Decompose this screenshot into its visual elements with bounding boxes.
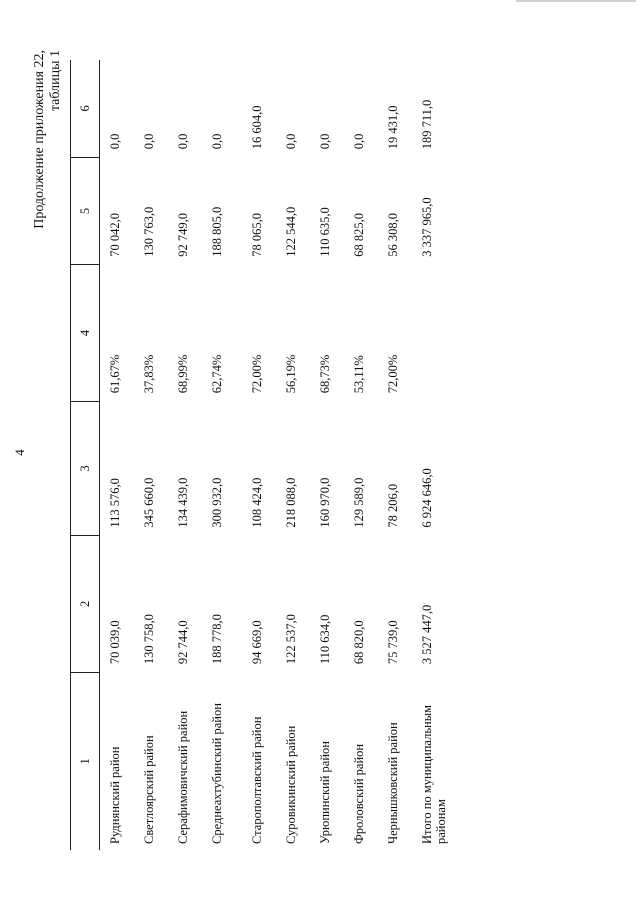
row-value-cell: 92 744,0 <box>175 620 190 665</box>
row-value-cell: 94 669,0 <box>249 620 264 665</box>
row-value-cell: 0,0 <box>141 133 156 150</box>
row-name-cell: Старополтавский район <box>249 716 264 844</box>
row-name-cell: Серафимовичский район <box>175 710 190 844</box>
table-row <box>242 60 276 850</box>
row-value-cell: 68 820,0 <box>351 620 366 665</box>
table-row <box>100 60 134 850</box>
caption-line-1: Продолжение приложения 22, <box>32 50 47 229</box>
row-value-cell: 134 439,0 <box>175 477 190 528</box>
table-row <box>412 60 474 850</box>
row-value-cell: 130 758,0 <box>141 614 156 665</box>
row-value-cell: 16 604,0 <box>249 105 264 150</box>
header-col-2: 2 <box>71 536 100 672</box>
table-row <box>344 60 378 850</box>
row-name-cell: Светлоярский район <box>141 735 156 844</box>
row-name-cell: Среднеахтубинский район <box>209 703 224 844</box>
row-value-cell: 110 635,0 <box>317 207 332 257</box>
row-name-cell: Урюпинский район <box>317 741 332 844</box>
row-value-cell: 70 042,0 <box>108 213 122 257</box>
row-value-cell: 218 088,0 <box>283 477 298 528</box>
row-value-cell: 0,0 <box>317 133 332 150</box>
row-value-cell: 0,0 <box>108 133 122 150</box>
row-value-cell: 70 039,0 <box>108 620 122 665</box>
row-value-cell: 110 634,0 <box>317 614 332 665</box>
row-value-cell: 160 970,0 <box>317 477 332 528</box>
row-value-cell: 72,00% <box>249 354 264 394</box>
row-value-cell: 6 924 646,0 <box>419 468 434 528</box>
row-value-cell: 68 825,0 <box>351 213 366 257</box>
row-value-cell: 0,0 <box>175 133 190 150</box>
table-row <box>168 60 202 850</box>
row-value-cell: 68,99% <box>175 354 190 394</box>
row-value-cell: 78 065,0 <box>249 213 264 257</box>
row-value-cell: 68,73% <box>317 354 332 394</box>
table-caption <box>32 50 64 229</box>
row-value-cell: 345 660,0 <box>141 477 156 528</box>
data-table <box>70 60 474 850</box>
row-value-cell: 130 763,0 <box>141 206 156 257</box>
table-row <box>310 60 344 850</box>
row-value-cell: 92 749,0 <box>175 213 190 257</box>
row-value-cell: 62,74% <box>209 354 224 394</box>
page-number: 4 <box>12 449 27 456</box>
row-value-cell: 0,0 <box>283 133 298 150</box>
table-row <box>134 60 168 850</box>
row-value-cell: 78 206,0 <box>385 483 400 528</box>
table-row <box>202 60 242 850</box>
table-body <box>100 60 474 850</box>
row-value-cell: 56 308,0 <box>385 213 400 257</box>
row-value-cell: 53,11% <box>351 355 366 394</box>
header-col-4: 4 <box>71 265 100 401</box>
row-value-cell: 129 589,0 <box>351 477 366 528</box>
row-name-cell: Фроловский район <box>351 743 366 844</box>
row-value-cell: 56,19% <box>283 354 298 394</box>
row-value-cell: 61,67% <box>108 354 122 394</box>
row-value-cell: 0,0 <box>351 133 366 150</box>
row-value-cell: 188 778,0 <box>209 614 224 665</box>
table-row <box>276 60 310 850</box>
header-col-5: 5 <box>71 157 100 265</box>
row-value-cell: 0,0 <box>209 133 224 150</box>
caption-line-2: таблицы 1 <box>48 50 63 112</box>
row-value-cell: 37,83% <box>141 354 156 394</box>
row-value-cell: 122 537,0 <box>283 614 298 665</box>
row-value-cell: 3 527 447,0 <box>419 604 434 665</box>
header-col-3: 3 <box>71 401 100 535</box>
header-col-6: 6 <box>71 60 100 157</box>
row-value-cell: 188 805,0 <box>209 206 224 257</box>
header-row <box>71 60 100 850</box>
header-col-1: 1 <box>71 672 100 850</box>
row-value-cell: 189 711,0 <box>419 99 434 150</box>
row-name-cell: Итого по муниципальным районам <box>419 704 448 844</box>
row-value-cell: 113 576,0 <box>108 478 122 528</box>
row-name-cell: Суровикинский район <box>283 725 298 844</box>
row-name-cell: Чернышковский район <box>385 722 400 844</box>
table-row <box>378 60 412 850</box>
row-value-cell: 75 739,0 <box>385 620 400 665</box>
row-value-cell: 19 431,0 <box>385 105 400 150</box>
row-value-cell: 122 544,0 <box>283 206 298 257</box>
row-value-cell <box>412 265 474 401</box>
row-value-cell: 300 932,0 <box>209 477 224 528</box>
row-value-cell: 72,00% <box>385 354 400 394</box>
row-value-cell: 3 337 965,0 <box>419 197 434 257</box>
row-name-cell: Руднянский район <box>108 746 122 844</box>
row-value-cell: 108 424,0 <box>249 477 264 528</box>
